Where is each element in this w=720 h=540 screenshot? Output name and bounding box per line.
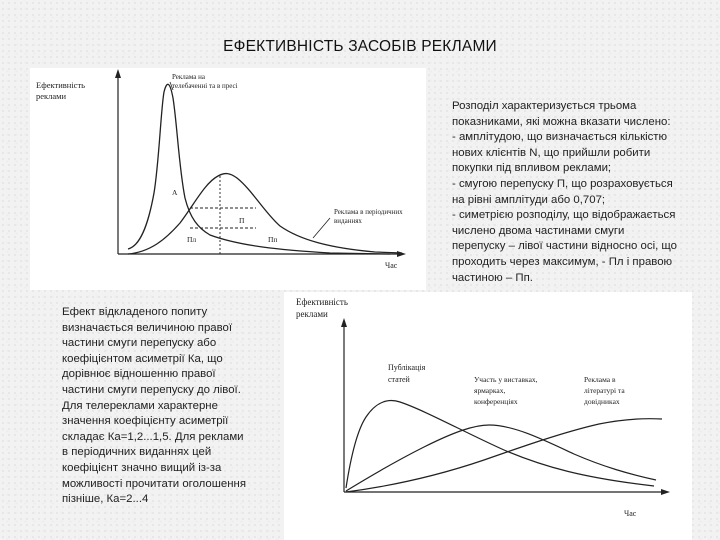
bottom-chart-svg	[284, 292, 692, 540]
peak-label-1: Реклама на	[172, 73, 206, 81]
desc-line: покупки під впливом реклами;	[452, 162, 612, 175]
curve2-label-1: Участь у виставках,	[474, 375, 538, 384]
desc-line: в періодичних виданнях цей	[62, 446, 212, 459]
desc-line: - амплітудою, що визначається кількістю	[452, 131, 668, 144]
desc-line: частини смуги перепуску або	[62, 337, 217, 350]
desc-line: на рівні амплітуди або 0,707;	[452, 193, 606, 206]
top-x-arrow	[397, 251, 406, 257]
tail-pointer	[313, 218, 330, 238]
bottom-x-arrow	[661, 489, 670, 495]
distribution-description	[452, 99, 702, 286]
tv-press-curve	[128, 84, 390, 254]
bottom-y-label-2: реклами	[296, 309, 328, 319]
curve2-label-2: ярмарках,	[474, 386, 506, 395]
desc-line: - симетрією розподілу, що відображається	[452, 209, 676, 222]
desc-line: перепуску – лівої частини відносно осі, що	[452, 240, 678, 253]
desc-line: можливості прочитати оголошення	[62, 477, 246, 490]
top-figure	[30, 68, 426, 290]
bottom-y-label-1: Ефективність	[296, 297, 348, 307]
bottom-y-arrow	[341, 318, 347, 327]
desc-line: Для телереклами характерне	[62, 399, 218, 412]
top-chart-svg	[30, 68, 426, 290]
desc-line: коефіцієнт значно вищий із-за	[62, 461, 222, 474]
top-y-label-2: реклами	[36, 91, 67, 101]
bottom-x-label: Час	[624, 509, 637, 518]
marker-p: П	[239, 216, 245, 225]
curve3-label-1: Реклама в	[584, 375, 616, 384]
desc-line: коефіцієнтом асиметрії Ка, що	[62, 352, 223, 365]
curve1-label-2: статей	[388, 375, 410, 384]
desc-line: дорівнює відношенню правої	[62, 368, 216, 381]
tail-label-1: Реклама в періодичних	[334, 208, 403, 216]
articles-curve	[346, 401, 654, 488]
desc-line: значення коефіцієнту асиметрії	[62, 415, 229, 428]
desc-line: - смугою перепуску П, що розраховується	[452, 177, 673, 190]
tail-label-2: виданнях	[334, 217, 362, 225]
desc-line: числено двома частинами смуги	[452, 224, 625, 237]
bottom-figure	[284, 292, 692, 540]
curve3-label-2: літературі та	[584, 386, 625, 395]
top-x-label: Час	[385, 261, 398, 270]
desc-line: пізніше, Ка=2...4	[62, 493, 149, 506]
desc-line: визначається величиною правої	[62, 321, 233, 334]
marker-pl: Пл	[187, 235, 197, 244]
deferred-demand-description	[62, 305, 270, 508]
desc-line: показниками, які можна вказати числено:	[452, 115, 671, 128]
marker-a: A	[172, 188, 178, 197]
exhibitions-curve	[346, 425, 656, 491]
curve3-label-3: довідниках	[584, 397, 620, 406]
top-y-arrow	[115, 69, 121, 78]
desc-line: нових клієнтів N, що прийшли робити	[452, 146, 651, 159]
peak-label-2: телебаченні та в пресі	[172, 82, 238, 90]
desc-line: частиною – Пп.	[452, 271, 533, 284]
desc-line: проходить через максимум, - Пл і правою	[452, 255, 673, 268]
marker-pp: Пп	[268, 235, 278, 244]
curve1-label-1: Публікація	[388, 363, 426, 372]
curve2-label-3: конференціях	[474, 397, 518, 406]
desc-line: Ефект відкладеного попиту	[62, 306, 208, 318]
desc-line: складає Ка=1,2...1,5. Для реклами	[62, 430, 244, 443]
desc-line: частини смуги перепуску до лівої.	[62, 383, 241, 396]
top-y-label-1: Ефективність	[36, 80, 86, 90]
desc-line: Розподіл характеризується трьома	[452, 100, 637, 112]
slide-title: ЕФЕКТИВНІСТЬ ЗАСОБІВ РЕКЛАМИ	[223, 38, 497, 55]
